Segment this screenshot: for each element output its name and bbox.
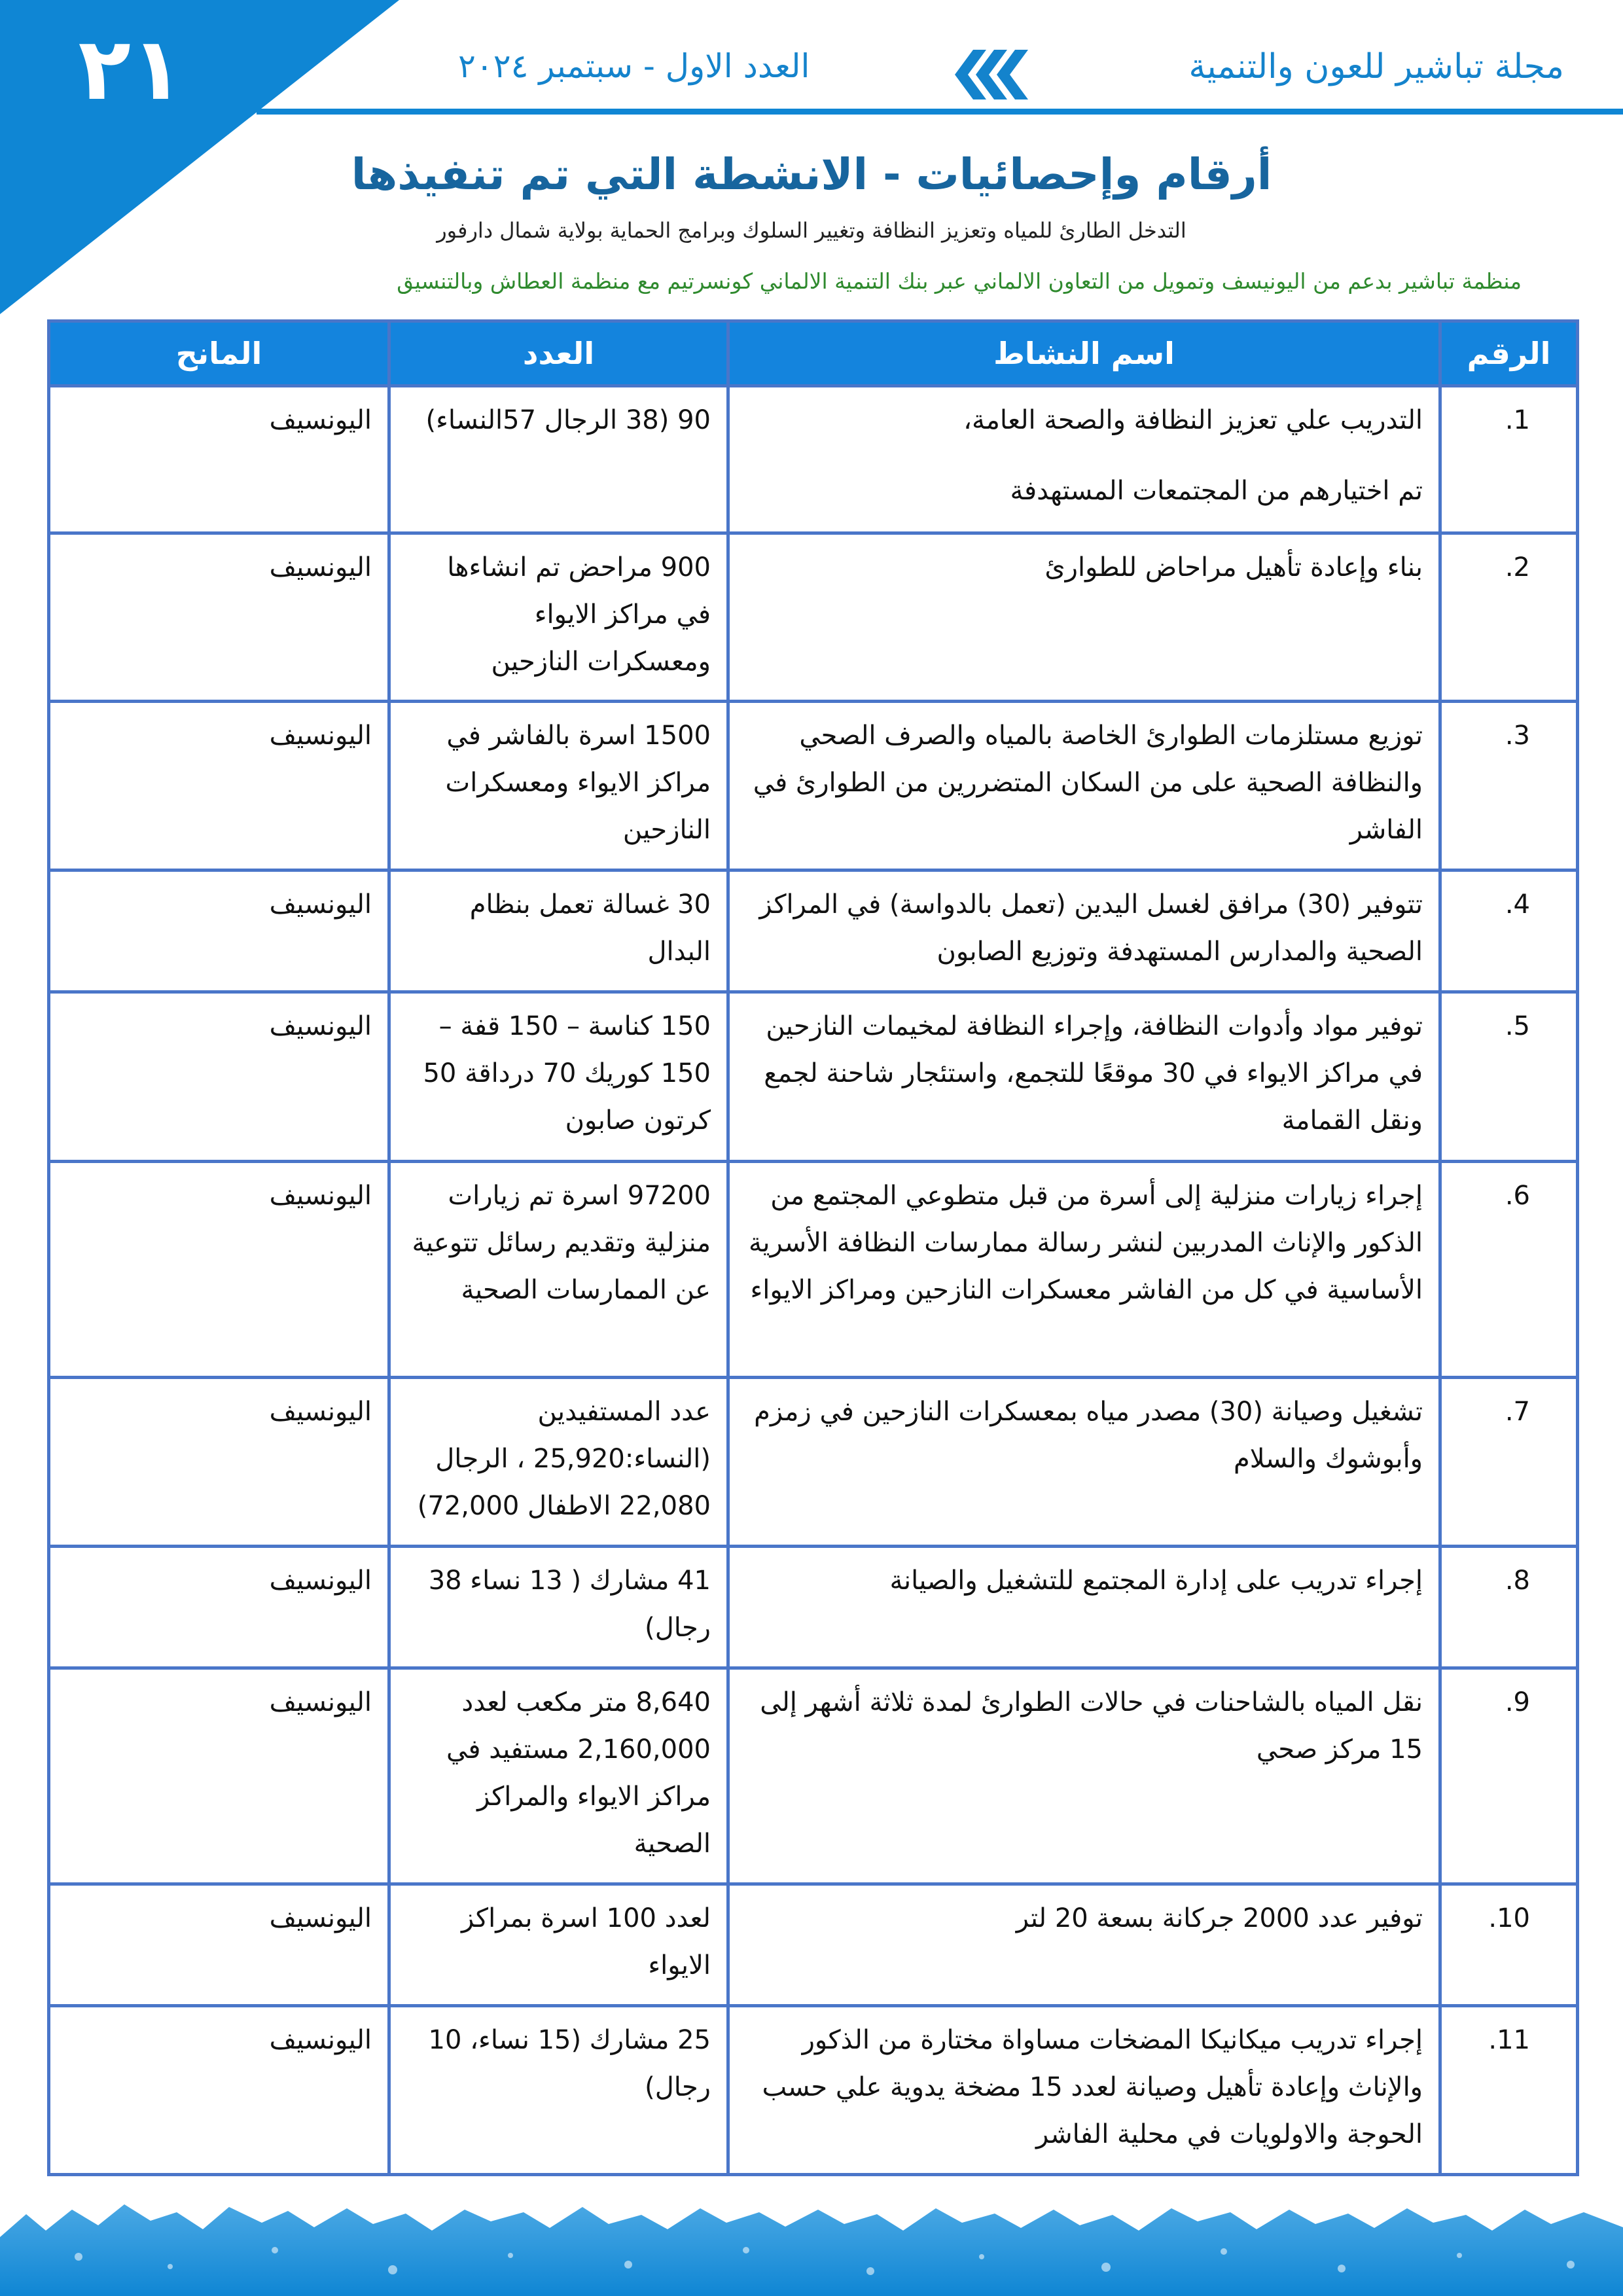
row-count: 1500 اسرة بالفاشر في مراكز الايواء ومعسكرات النازحين <box>389 702 728 870</box>
magazine-title: مجلة تباشير للعون والتنمية <box>1188 47 1564 86</box>
table-row <box>49 533 1578 702</box>
row-count: 150 كناسة – 150 قفة – 150 كوريك 70 درداقة 50 كرتون صابون <box>389 992 728 1162</box>
header-donor: المانح <box>49 321 389 386</box>
row-activity: توفير مواد وأدوات النظافة، وإجراء النظافة لمخيمات النازحين في مراكز الايواء في 30 موقعًا للتجمع، واستئجار شاحنة لجمع ونقل القمامة <box>728 992 1440 1162</box>
table-row <box>49 2006 1578 2175</box>
page-subtitle: التدخل الطارئ للمياه وتعزيز النظافة وتغيير السلوك وبرامج الحماية بولاية شمال دارفور <box>437 218 1186 243</box>
row-donor: اليونسيف <box>49 533 389 702</box>
header-divider <box>257 109 1623 115</box>
row-activity: توزيع مستلزمات الطوارئ الخاصة بالمياه والصرف الصحي والنظافة الصحية على من السكان المتضررين من الطوارئ في الفاشر <box>728 702 1440 870</box>
row-count: لعدد 100 اسرة بمراكز الايواء <box>389 1884 728 2006</box>
row-count: 90 (38 الرجال 57النساء) <box>389 386 728 533</box>
table-row <box>49 1884 1578 2006</box>
row-donor: اليونسيف <box>49 1162 389 1378</box>
row-activity: نقل المياه بالشاحنات في حالات الطوارئ لمدة ثلاثة أشهر إلى 15 مركز صحي <box>728 1668 1440 1884</box>
page-number: ٢١ <box>78 19 184 120</box>
table-row <box>49 1378 1578 1547</box>
table-header-row <box>49 321 1578 386</box>
row-num: 11. <box>1440 2006 1578 2175</box>
table-row <box>49 386 1578 533</box>
row-num: 8. <box>1440 1547 1578 1668</box>
row-num: 3. <box>1440 702 1578 870</box>
row-donor: اليونسيف <box>49 1668 389 1884</box>
table-row <box>49 1668 1578 1884</box>
row-num: 2. <box>1440 533 1578 702</box>
header-activity: اسم النشاط <box>728 321 1440 386</box>
table-row <box>49 702 1578 870</box>
header-num: الرقم <box>1440 321 1578 386</box>
row-donor: اليونسيف <box>49 1547 389 1668</box>
row-activity: توفير عدد 2000 جركانة بسعة 20 لتر <box>728 1884 1440 2006</box>
row-count: 41 مشارك ( 13 نساء 38 رجال) <box>389 1547 728 1668</box>
row-donor: اليونسيف <box>49 1378 389 1547</box>
row-count: 900 مراحض تم انشاءها في مراكز الايواء ومعسكرات النازحين <box>389 533 728 702</box>
row-activity: إجراء تدريب على إدارة المجتمع للتشغيل والصيانة <box>728 1547 1440 1668</box>
table-row <box>49 992 1578 1162</box>
row-count: 8,640 متر مكعب لعدد 2,160,000 مستفيد في مراكز الايواء والمراكز الصحية <box>389 1668 728 1884</box>
row-donor: اليونسيف <box>49 2006 389 2175</box>
row-count: 25 مشارك (15 نساء، 10 رجال) <box>389 2006 728 2175</box>
header-count: العدد <box>389 321 728 386</box>
row-num: 1. <box>1440 386 1578 533</box>
row-count: 30 غسالة تعمل بنظام البدال <box>389 870 728 992</box>
row-num: 9. <box>1440 1668 1578 1884</box>
row-num: 10. <box>1440 1884 1578 2006</box>
row-count: عدد المستفيدين (النساء:25,920 ، الرجال 22,080 الاطفال 72,000) <box>389 1378 728 1547</box>
row-donor: اليونسيف <box>49 702 389 870</box>
activity-text: التدريب علي تعزيز النظافة والصحة العامة، <box>963 405 1423 435</box>
row-donor: اليونسيف <box>49 992 389 1162</box>
row-activity <box>728 386 1440 533</box>
page-title: أرقام وإحصائيات - الانشطة التي تم تنفيذها <box>351 149 1272 200</box>
row-activity: إجراء تدريب ميكانيكا المضخات مساواة مختارة من الذكور والإناث وإعادة تأهيل وصيانة لعدد 15 مضخة يدوية علي حسب الحوجة والاولويات في محلية الفاشر <box>728 2006 1440 2175</box>
row-donor: اليونسيف <box>49 870 389 992</box>
paint-splash-decoration <box>0 2152 1623 2296</box>
issue-label: العدد الاول - سبتمبر ٢٠٢٤ <box>458 47 810 85</box>
chevrons-left-icon <box>952 50 1035 99</box>
row-num: 5. <box>1440 992 1578 1162</box>
table-row <box>49 870 1578 992</box>
row-num: 7. <box>1440 1378 1578 1547</box>
table-row <box>49 1162 1578 1378</box>
row-activity: تتوفير (30) مرافق لغسل اليدين (تعمل بالدواسة) في المراكز الصحية والمدارس المستهدفة وتوزيع الصابون <box>728 870 1440 992</box>
row-count: 97200 اسرة تم زيارات منزلية وتقديم رسائل تتوعية عن الممارسات الصحية <box>389 1162 728 1378</box>
row-activity: إجراء زيارات منزلية إلى أسرة من قبل متطوعي المجتمع من الذكور والإناث المدربين لنشر رسالة ممارسات النظافة الأسرية الأساسية في كل من الفاشر معسكرات النازحين ومراكز الايواء <box>728 1162 1440 1378</box>
row-donor: اليونسيف <box>49 386 389 533</box>
organization-line: منظمة تباشير بدعم من اليونيسف وتمويل من التعاون الالماني عبر بنك التنمية الالماني كونسرتيم مع منظمة العطاش وبالتنسيق <box>397 268 1522 294</box>
row-donor: اليونسيف <box>49 1884 389 2006</box>
activity-extra-text: تم اختيارهم من المجتمعات المستهدفة <box>1010 476 1423 506</box>
activities-table <box>47 319 1579 2176</box>
row-num: 4. <box>1440 870 1578 992</box>
row-num: 6. <box>1440 1162 1578 1378</box>
table-row <box>49 1547 1578 1668</box>
row-activity: بناء وإعادة تأهيل مراحاض للطوارئ <box>728 533 1440 702</box>
row-activity: تشغيل وصيانة (30) مصدر مياه بمعسكرات النازحين في زمزم وأبوشوك والسلام <box>728 1378 1440 1547</box>
